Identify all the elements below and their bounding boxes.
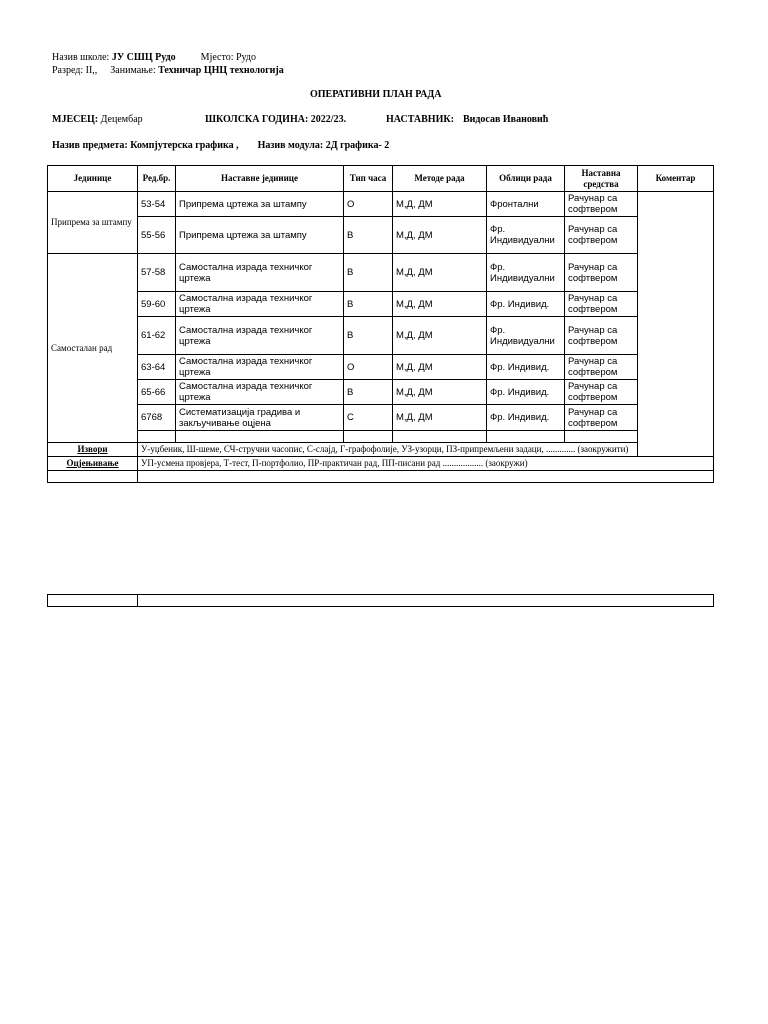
sources-label: Извори xyxy=(48,443,138,457)
empty-cell xyxy=(565,431,638,443)
teaching-aids: Рачунар са софтвером xyxy=(565,192,638,217)
teaching-aids: Рачунар са софтвером xyxy=(565,254,638,292)
empty-cell xyxy=(48,471,138,483)
lesson-type: В xyxy=(344,217,393,254)
lesson-title: Систематизација градива и закључивање оцјена xyxy=(176,405,344,431)
work-methods: М,Д, ДМ xyxy=(393,217,487,254)
lesson-type: В xyxy=(344,380,393,405)
row-number: 6768 xyxy=(138,405,176,431)
work-forms: Фр. Индивидуални xyxy=(487,317,565,355)
table-row xyxy=(48,380,714,405)
table-row xyxy=(48,254,714,292)
table-row xyxy=(48,405,714,431)
row-number: 55-56 xyxy=(138,217,176,254)
header-teaching-aids: Наставна средства xyxy=(565,166,638,192)
occupation-label: Занимање: xyxy=(110,65,156,76)
teacher xyxy=(386,114,548,125)
work-forms: Фр. Индивид. xyxy=(487,355,565,380)
subject-label: Назив предмета: xyxy=(52,140,128,151)
header-comment: Коментар xyxy=(638,166,714,192)
school-label: Назив школе: xyxy=(52,52,110,63)
unit-group-independent: Самосталан рад xyxy=(48,254,138,443)
teacher-label: НАСТАВНИК: xyxy=(386,114,454,125)
header-lesson-type: Тип часа xyxy=(344,166,393,192)
lesson-type: С xyxy=(344,405,393,431)
work-methods: М,Д, ДМ xyxy=(393,355,487,380)
work-methods: М,Д, ДМ xyxy=(393,405,487,431)
school-year-value: 2022/23. xyxy=(310,114,347,125)
empty-cell xyxy=(487,431,565,443)
teaching-aids: Рачунар са софтвером xyxy=(565,317,638,355)
assessment-label: Оцјењивање xyxy=(48,457,138,471)
lesson-title: Припрема цртежа за штампу xyxy=(176,217,344,254)
work-methods: М,Д, ДМ xyxy=(393,317,487,355)
teacher-name: Видосав Ивановић xyxy=(462,114,549,125)
work-methods: М,Д, ДМ xyxy=(393,192,487,217)
document-title: ОПЕРАТИВНИ ПЛАН РАДА xyxy=(310,89,442,100)
meta-line xyxy=(52,114,143,125)
lesson-title: Самостална израда техничког цртежа xyxy=(176,292,344,317)
header-units: Јединице xyxy=(48,166,138,192)
header-methods: Методе рада xyxy=(393,166,487,192)
header-number: Ред.бр. xyxy=(138,166,176,192)
empty-cell xyxy=(48,595,138,607)
table-row xyxy=(48,355,714,380)
header-forms: Облици рада xyxy=(487,166,565,192)
subject-line xyxy=(52,140,389,151)
row-number: 63-64 xyxy=(138,355,176,380)
plan-table xyxy=(47,165,714,483)
work-methods: М,Д, ДМ xyxy=(393,254,487,292)
occupation-value: Техничар ЦНЦ технологија xyxy=(158,65,284,76)
lesson-title: Самостална израда техничког цртежа xyxy=(176,380,344,405)
lesson-title: Самостална израда техничког цртежа xyxy=(176,254,344,292)
empty-row xyxy=(48,431,714,443)
school-year-label: ШКОЛСКА ГОДИНА: xyxy=(205,114,309,125)
school-year xyxy=(205,114,346,125)
lesson-title: Самостална израда техничког цртежа xyxy=(176,317,344,355)
lesson-type: О xyxy=(344,192,393,217)
header-lessons: Наставне јединице xyxy=(176,166,344,192)
row-number: 61-62 xyxy=(138,317,176,355)
lesson-title: Самостална израда техничког цртежа xyxy=(176,355,344,380)
work-methods: М,Д, ДМ xyxy=(393,380,487,405)
work-forms: Фр. Индивид. xyxy=(487,405,565,431)
empty-cell xyxy=(138,595,714,607)
teaching-aids: Рачунар са софтвером xyxy=(565,292,638,317)
work-forms: Фронтални xyxy=(487,192,565,217)
empty-cell xyxy=(344,431,393,443)
empty-table-strip xyxy=(47,594,714,607)
lesson-title: Припрема цртежа за штампу xyxy=(176,192,344,217)
row-number: 57-58 xyxy=(138,254,176,292)
sources-row xyxy=(48,443,714,457)
module-value: 2Д графика- 2 xyxy=(325,140,390,151)
teaching-aids: Рачунар са софтвером xyxy=(565,380,638,405)
table-row xyxy=(48,292,714,317)
grade-line xyxy=(52,65,284,76)
table-row xyxy=(48,192,714,217)
teaching-aids: Рачунар са софтвером xyxy=(565,355,638,380)
empty-cell xyxy=(138,431,176,443)
empty-cell xyxy=(176,431,344,443)
empty-row xyxy=(48,471,714,483)
row-number: 65-66 xyxy=(138,380,176,405)
empty-cell xyxy=(393,431,487,443)
school-line xyxy=(52,52,256,63)
lesson-type: В xyxy=(344,317,393,355)
comment-cell xyxy=(638,192,714,457)
work-methods: М,Д, ДМ xyxy=(393,292,487,317)
subject-value: Компјутерска графика , xyxy=(130,140,239,151)
assessment-row xyxy=(48,457,714,471)
place-name: Рудо xyxy=(235,52,257,63)
month-value: Децембар xyxy=(100,114,143,125)
assessment-legend: УП-усмена провјера, Т-тест, П-портфолио, ПР-практичан рад, ПП-писани рад .................. (заокружи) xyxy=(138,457,714,471)
work-forms: Фр. Индивид. xyxy=(487,292,565,317)
table-header-row xyxy=(48,166,714,192)
empty-cell xyxy=(138,471,714,483)
lesson-type: В xyxy=(344,254,393,292)
row-number: 53-54 xyxy=(138,192,176,217)
work-forms: Фр. Индивидуални xyxy=(487,217,565,254)
work-forms: Фр. Индивид. xyxy=(487,380,565,405)
teaching-aids: Рачунар са софтвером xyxy=(565,217,638,254)
month-label: МЈЕСЕЦ: xyxy=(52,114,99,125)
school-name: ЈУ СШЦ Рудо xyxy=(111,52,176,63)
lesson-type: В xyxy=(344,292,393,317)
table-row xyxy=(48,217,714,254)
module-label: Назив модула: xyxy=(257,140,324,151)
place-label: Мјесто: xyxy=(200,52,234,63)
lesson-type: О xyxy=(344,355,393,380)
grade-value: II,, xyxy=(85,65,98,76)
table-row xyxy=(48,317,714,355)
row-number: 59-60 xyxy=(138,292,176,317)
teaching-aids: Рачунар са софтвером xyxy=(565,405,638,431)
unit-group-print: Припрема за штампу xyxy=(48,192,138,254)
grade-label: Разред: xyxy=(52,65,84,76)
work-forms: Фр. Индивидуални xyxy=(487,254,565,292)
sources-legend: У-уџбеник, Ш-шеме, СЧ-стручни часопис, С-слајд, Г-графофолије, УЗ-узорци, ПЗ-припремљени задаци, ............. (заокружити) xyxy=(138,443,638,457)
